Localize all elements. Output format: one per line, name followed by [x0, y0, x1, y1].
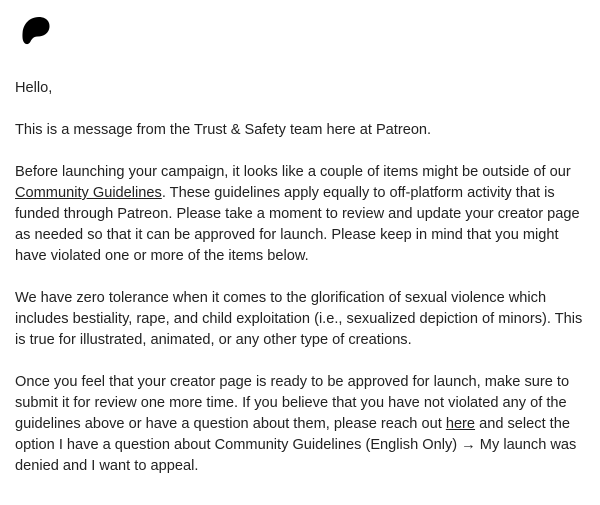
- intro-text: This is a message from the Trust & Safety team here at Patreon.: [15, 122, 432, 138]
- appeal-paragraph: [15, 372, 590, 477]
- patreon-logo-icon: [20, 14, 52, 46]
- appeal-text-after: and select the option I have a question about Community Guidelines (English Only) → My launch was denied and I want to appeal.: [15, 416, 577, 474]
- email-body: [15, 78, 590, 498]
- greeting-text: Hello,: [15, 80, 53, 96]
- guidelines-text-before: Before launching your campaign, it looks like a couple of items might be outside of our: [15, 164, 571, 180]
- appeal-here-link[interactable]: here: [445, 416, 476, 432]
- guidelines-text-after: . These guidelines apply equally to off-platform activity that is funded through Patreon. Please take a moment to review and update your creator page as needed so that it can be approved for launch. Please keep in mind that you might have violated one or more of the items below.: [15, 185, 580, 264]
- community-guidelines-link[interactable]: Community Guidelines: [15, 185, 162, 201]
- appeal-text-before: Once you feel that your creator page is ready to be approved for launch, make sure to submit it for review one more time. If you believe that you have not violated any of the guidelines above or have a question about them, please reach out: [15, 374, 570, 432]
- zero-tolerance-paragraph: We have zero tolerance when it comes to the glorification of sexual violence which includes bestiality, rape, and child exploitation (i.e., sexualized depiction of minors). This is true for illustrated, animated, or any other type of creations.: [15, 290, 583, 348]
- guidelines-paragraph: [15, 162, 590, 267]
